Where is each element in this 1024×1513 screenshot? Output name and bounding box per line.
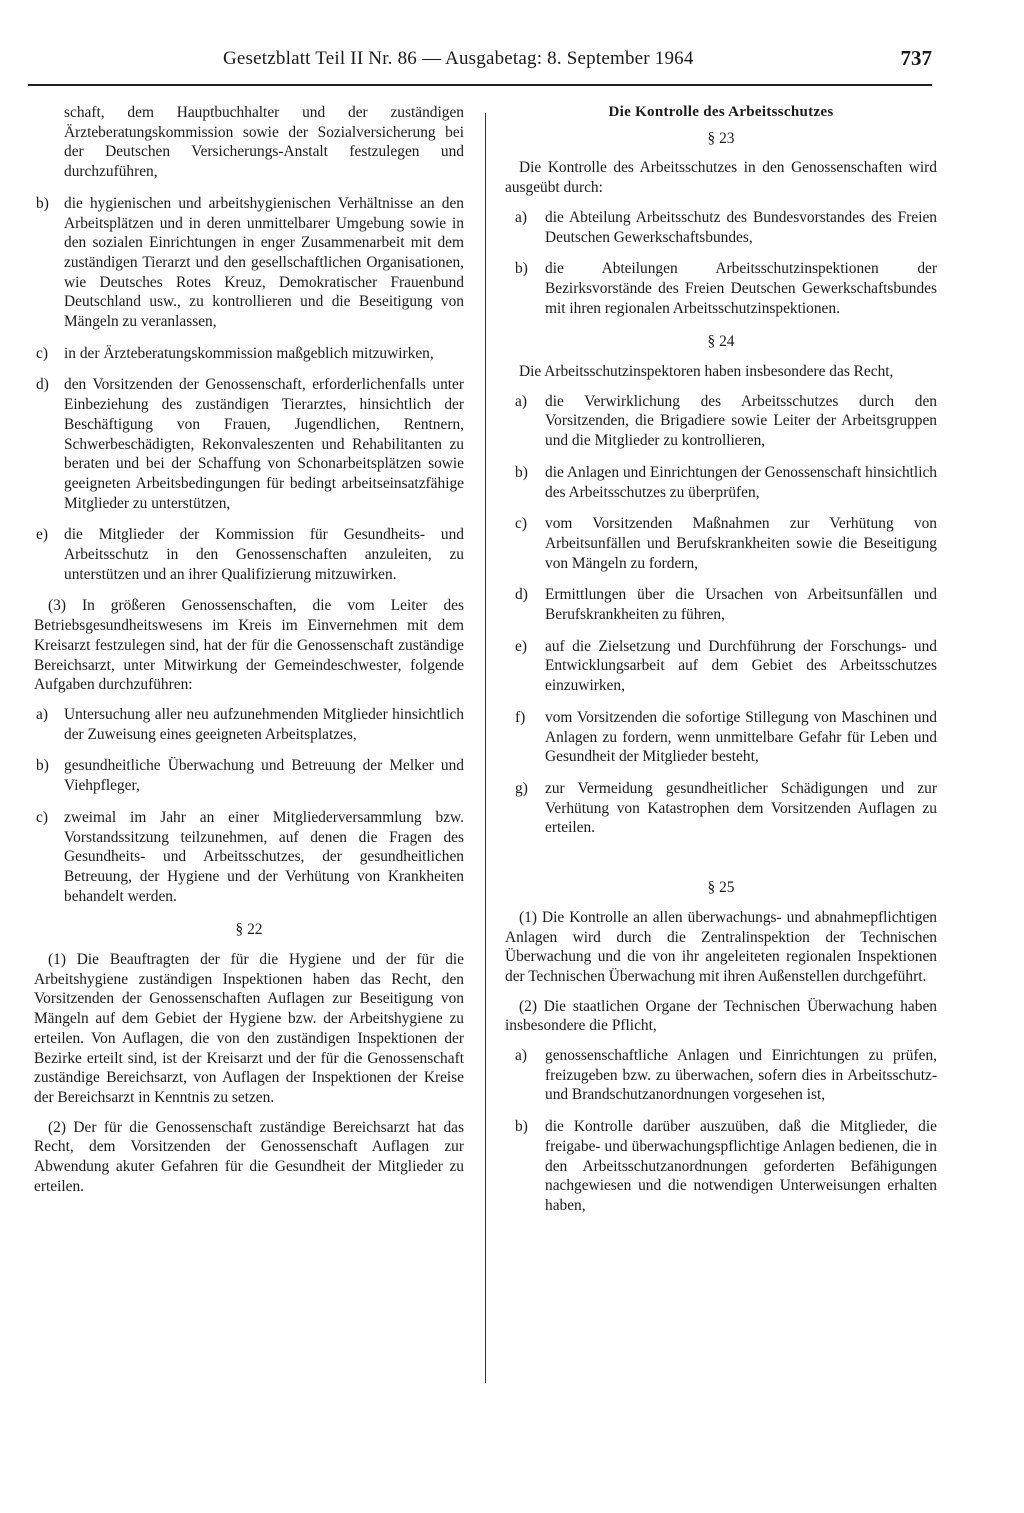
item-label: c) bbox=[515, 515, 527, 533]
list-item bbox=[505, 514, 937, 573]
list-item bbox=[34, 375, 464, 513]
item-label: a) bbox=[515, 208, 527, 226]
item-label: b) bbox=[515, 1118, 528, 1136]
item-text: in der Ärzteberatungskommission maßgeblich mitzuwirken, bbox=[64, 344, 434, 362]
section-25-heading: § 25 bbox=[707, 879, 735, 897]
item-label: b) bbox=[36, 194, 49, 212]
page-header bbox=[28, 44, 932, 86]
item-text: die Verwirklichung des Arbeitsschutzes durch den Vorsitzenden, die Brigadiere sowie Leiter der Arbeitsgruppen und die Mitglieder zu kontrollieren, bbox=[545, 392, 937, 450]
item-text: Untersuchung aller neu aufzunehmenden Mitglieder hinsichtlich der Zuweisung eines geeigneten Arbeitsplatzes, bbox=[64, 705, 464, 743]
section-23-heading: § 23 bbox=[707, 129, 735, 147]
item-label: b) bbox=[36, 757, 49, 775]
item-text: gesundheitliche Überwachung und Betreuung der Melker und Viehpfleger, bbox=[64, 757, 464, 795]
list-item bbox=[505, 392, 937, 451]
item-text: die Kontrolle darüber auszuüben, daß die Mitglieder, die freigabe- und überwachungspflichtige Anlagen bedienen, die in den Arbeitsschutzanordnungen geforderten Befähigungen nachgewiesen und die notwendigen Unterweisungen erhalten haben, bbox=[545, 1118, 937, 1214]
paragraph-3: (3) In größeren Genossenschaften, die vom Leiter des Betriebsgesundheitswesens im Kreis im Einvernehmen mit dem Kreisarzt festzulegen sind, hat der für die Genossenschaft zuständige Bereichsarzt, unter Mitwirkung der Gemeindeschwester, folgende Aufgaben durchzuführen: bbox=[34, 597, 464, 694]
list-item bbox=[505, 259, 937, 318]
item-text: vom Vorsitzenden Maßnahmen zur Verhütung von Arbeitsunfällen und Berufskrankheiten sowie die Beseitigung von Mängeln zu fordern, bbox=[545, 515, 937, 572]
item-text: zweimal im Jahr an einer Mitgliederversammlung bzw. Vorstandssitzung teilzunehmen, auf denen die Fragen des Gesundheits- und Arbeitsschutzes, der gesundheitlichen Betreuung, der Hygiene und der Verhütung von Krankheiten behandelt werden. bbox=[64, 808, 464, 905]
left-column bbox=[34, 103, 464, 1206]
item-label: a) bbox=[36, 705, 48, 723]
item-label: a) bbox=[515, 1047, 527, 1065]
column-divider bbox=[485, 113, 486, 1383]
list-item bbox=[505, 708, 937, 767]
list-item bbox=[34, 705, 464, 744]
list-item bbox=[505, 463, 937, 502]
item-label: d) bbox=[515, 586, 528, 604]
list-item bbox=[505, 1046, 937, 1105]
list-item bbox=[505, 779, 937, 838]
item-label: c) bbox=[36, 344, 48, 362]
list-item bbox=[505, 585, 937, 624]
list-item bbox=[34, 808, 464, 907]
section-25-paragraph-2: (2) Die staatlichen Organe der Technischen Überwachung haben insbesondere die Pflicht, bbox=[505, 997, 937, 1035]
section-22-paragraph-2: (2) Der für die Genossenschaft zuständige Bereichsarzt hat das Recht, dem Vorsitzenden der Genossenschaft Auflagen zur Abwendung akuter Gefahren für die Gesundheit der Mitglieder zu erteilen. bbox=[34, 1118, 464, 1195]
item-text: genossenschaftliche Anlagen und Einrichtungen zu prüfen, freizugeben bzw. zu überwachen, sofern dies in Arbeitsschutz- und Brandschutzanordnungen vorgesehen ist, bbox=[545, 1047, 937, 1104]
item-text: zur Vermeidung gesundheitlicher Schädigungen und zur Verhütung von Katastrophen dem Vorsitzenden Auflagen zu erteilen. bbox=[545, 779, 937, 837]
item-text: die Abteilungen Arbeitsschutzinspektionen der Bezirksvorstände des Freien Deutschen Gewerkschaftsbundes mit ihren regionalen Arbeitsschutzinspektionen. bbox=[545, 260, 937, 317]
item-text: auf die Zielsetzung und Durchführung der Forschungs- und Entwicklungsarbeit auf dem Gebiet des Arbeitsschutzes einzuwirken, bbox=[545, 637, 937, 695]
section-25-paragraph-1: (1) Die Kontrolle an allen überwachungs- und abnahmepflichtigen Anlagen wird durch die Zentralinspektion der Technischen Überwachung und die von ihr angeleiteten regionalen Inspektionen der Technischen Überwachung mit ihren Außenstellen durchgeführt. bbox=[505, 908, 937, 985]
item-label: d) bbox=[36, 376, 49, 394]
right-column bbox=[505, 103, 937, 1228]
section-23-paragraph: Die Kontrolle des Arbeitsschutzes in den Genossenschaften wird ausgeübt durch: bbox=[505, 159, 937, 197]
section-24-heading: § 24 bbox=[707, 333, 735, 351]
page-number: 737 bbox=[900, 46, 932, 70]
section-22-paragraph-1: (1) Die Beauftragten der für die Hygiene und der für die Arbeitshygiene zuständigen Inspektionen haben das Recht, den Vorsitzenden der Genossenschaften Auflagen zur Beseitigung von Mängeln auf dem Gebiet der Hygiene bzw. der Arbeitshygiene zu erteilen. Von Auflagen, die von den zuständigen Inspektionen der Bezirke erteilt sind, ist der Kreisarzt und der für die Genossenschaft zuständige Bereichsarzt, von Auflagen der Inspektionen der Kreise der Bereichsarzt in Kenntnis zu setzen. bbox=[34, 951, 464, 1106]
header-title: Gesetzblatt Teil II Nr. 86 — Ausgabetag: 8. September 1964 bbox=[223, 48, 694, 69]
list-item bbox=[505, 208, 937, 247]
section-24-paragraph: Die Arbeitsschutzinspektoren haben insbesondere das Recht, bbox=[519, 363, 894, 381]
continued-text: schaft, dem Hauptbuchhalter und der zuständigen Ärzteberatungskommission sowie der Sozialversicherung bei der Deutschen Versicherungs-Anstalt festzulegen und durchzuführen, bbox=[64, 104, 464, 181]
item-label: e) bbox=[36, 526, 48, 544]
item-label: b) bbox=[515, 463, 528, 481]
item-label: a) bbox=[515, 392, 527, 410]
list-item bbox=[34, 525, 464, 584]
item-label: f) bbox=[515, 708, 526, 726]
list-item bbox=[505, 637, 937, 696]
list-item bbox=[505, 1117, 937, 1216]
item-label: e) bbox=[515, 637, 527, 655]
item-text: die Abteilung Arbeitsschutz des Bundesvorstandes des Freien Deutschen Gewerkschaftsbundes, bbox=[545, 208, 937, 246]
list-item bbox=[34, 756, 464, 795]
item-label: b) bbox=[515, 260, 528, 278]
item-text: die hygienischen und arbeitshygienischen Verhältnisse an den Arbeitsplätzen und in deren unmittelbarer Umgebung sowie in den sozialen Einrichtungen in enger Zusammenarbeit mit dem zuständigen Tierarzt und den gesellschaftlichen Organisationen, wie Deutsches Rotes Kreuz, Demokratischer Frauenbund Deutschland usw., zu kontrollieren und die Beseitigung von Mängeln zu veranlassen, bbox=[64, 194, 464, 331]
list-item bbox=[34, 194, 464, 332]
section-22-heading: § 22 bbox=[235, 921, 263, 939]
item-label: c) bbox=[36, 808, 48, 826]
item-text: den Vorsitzenden der Genossenschaft, erforderlichenfalls unter Einbeziehung des zuständigen Tierarztes, hinsichtlich der Beschäftigung von Frauen, Jugendlichen, Rentnern, Schwerbeschädigten, Rekonvaleszenten und Rehabilitanten zu beraten und bei der Schaffung von Schonarbeitsplätzen sowie geeigneten Arbeitsbedingungen für bedingt arbeitseinsatzfähige Mitglieder zu unterstützen, bbox=[64, 376, 464, 512]
list-item bbox=[34, 344, 464, 364]
item-label: g) bbox=[515, 779, 528, 797]
item-text: die Mitglieder der Kommission für Gesundheits- und Arbeitsschutz in den Genossenschaften anzuleiten, zu unterstützen und an ihrer Qualifizierung mitzuwirken. bbox=[64, 526, 464, 583]
item-text: die Anlagen und Einrichtungen der Genossenschaft hinsichtlich des Arbeitsschutzes zu überprüfen, bbox=[545, 463, 937, 501]
section-title: Die Kontrolle des Arbeitsschutzes bbox=[608, 104, 834, 120]
item-text: Ermittlungen über die Ursachen von Arbeitsunfällen und Berufskrankheiten zu führen, bbox=[545, 586, 937, 624]
item-text: vom Vorsitzenden die sofortige Stillegung von Maschinen und Anlagen zu fordern, wenn unmittelbare Gefahr für Leben und Gesundheit der Mitglieder besteht, bbox=[545, 708, 937, 766]
